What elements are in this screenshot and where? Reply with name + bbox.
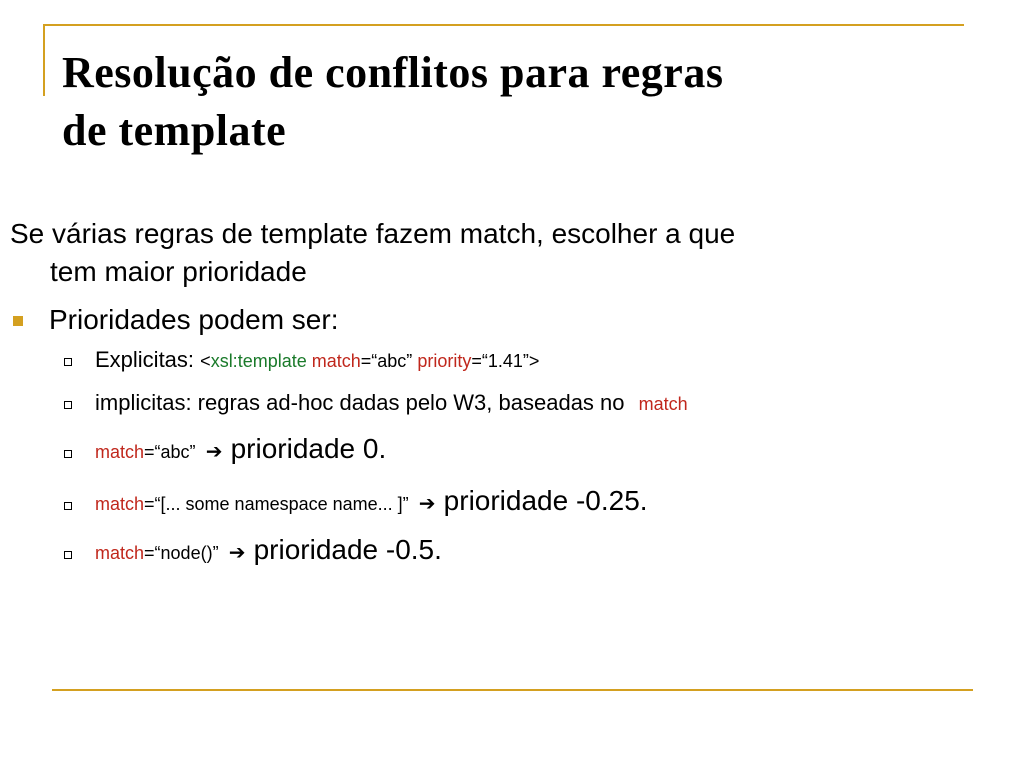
code-val-priority: =“1.41”> bbox=[471, 351, 540, 371]
list-item-rule-1 bbox=[0, 435, 1000, 466]
slide-title bbox=[62, 44, 962, 160]
implicit-keyword: match bbox=[638, 394, 688, 414]
intro-line-2: tem maior prioridade bbox=[50, 256, 307, 287]
rule-3-attr: match bbox=[95, 543, 145, 563]
list-item-explicit bbox=[0, 346, 1000, 375]
hollow-square-bullet-icon bbox=[64, 551, 72, 559]
arrow-right-icon: ➔ bbox=[205, 441, 223, 463]
rule-3-val: =“node()” bbox=[144, 543, 219, 563]
code-attr-match: match bbox=[311, 351, 361, 371]
list-item-rule-3 bbox=[0, 536, 1000, 567]
code-attr-priority: priority bbox=[417, 351, 472, 371]
code-lt: < bbox=[200, 351, 211, 371]
bullet-priorities bbox=[0, 303, 1000, 337]
top-rule bbox=[43, 24, 964, 26]
bullet-priorities-label: Prioridades podem ser: bbox=[49, 304, 339, 335]
rule-1-attr: match bbox=[95, 442, 145, 462]
rule-3-result: prioridade -0.5. bbox=[253, 534, 442, 565]
hollow-square-bullet-icon bbox=[64, 450, 72, 458]
rule-1-result: prioridade 0. bbox=[230, 433, 387, 464]
left-rule bbox=[43, 24, 45, 96]
slide-body bbox=[0, 215, 1000, 567]
square-bullet-icon bbox=[13, 316, 23, 326]
list-item-rule-2 bbox=[0, 487, 1000, 518]
rule-2-val: =“[... some namespace name... ]” bbox=[144, 494, 409, 514]
rule-1-val: =“abc” bbox=[144, 442, 196, 462]
list-item-implicit bbox=[0, 389, 1000, 418]
hollow-square-bullet-icon bbox=[64, 401, 72, 409]
intro-line-1: Se várias regras de template fazem match, escolher a que bbox=[10, 218, 736, 249]
arrow-right-icon: ➔ bbox=[418, 493, 436, 515]
implicit-text: implicitas: regras ad-hoc dadas pelo W3, baseadas no bbox=[95, 390, 625, 415]
rule-2-attr: match bbox=[95, 494, 145, 514]
arrow-right-icon: ➔ bbox=[228, 542, 246, 564]
rule-2-result: prioridade -0.25. bbox=[443, 485, 648, 516]
hollow-square-bullet-icon bbox=[64, 358, 72, 366]
explicit-label: Explicitas: bbox=[95, 347, 195, 372]
title-line-2: de template bbox=[62, 106, 287, 155]
title-line-1: Resolução de conflitos para regras bbox=[62, 48, 724, 97]
code-tag: xsl:template bbox=[210, 351, 307, 371]
intro-paragraph bbox=[10, 215, 1000, 291]
hollow-square-bullet-icon bbox=[64, 502, 72, 510]
explicit-code bbox=[200, 351, 539, 371]
bottom-rule bbox=[52, 689, 973, 691]
code-val-match: =“abc” bbox=[360, 351, 413, 371]
